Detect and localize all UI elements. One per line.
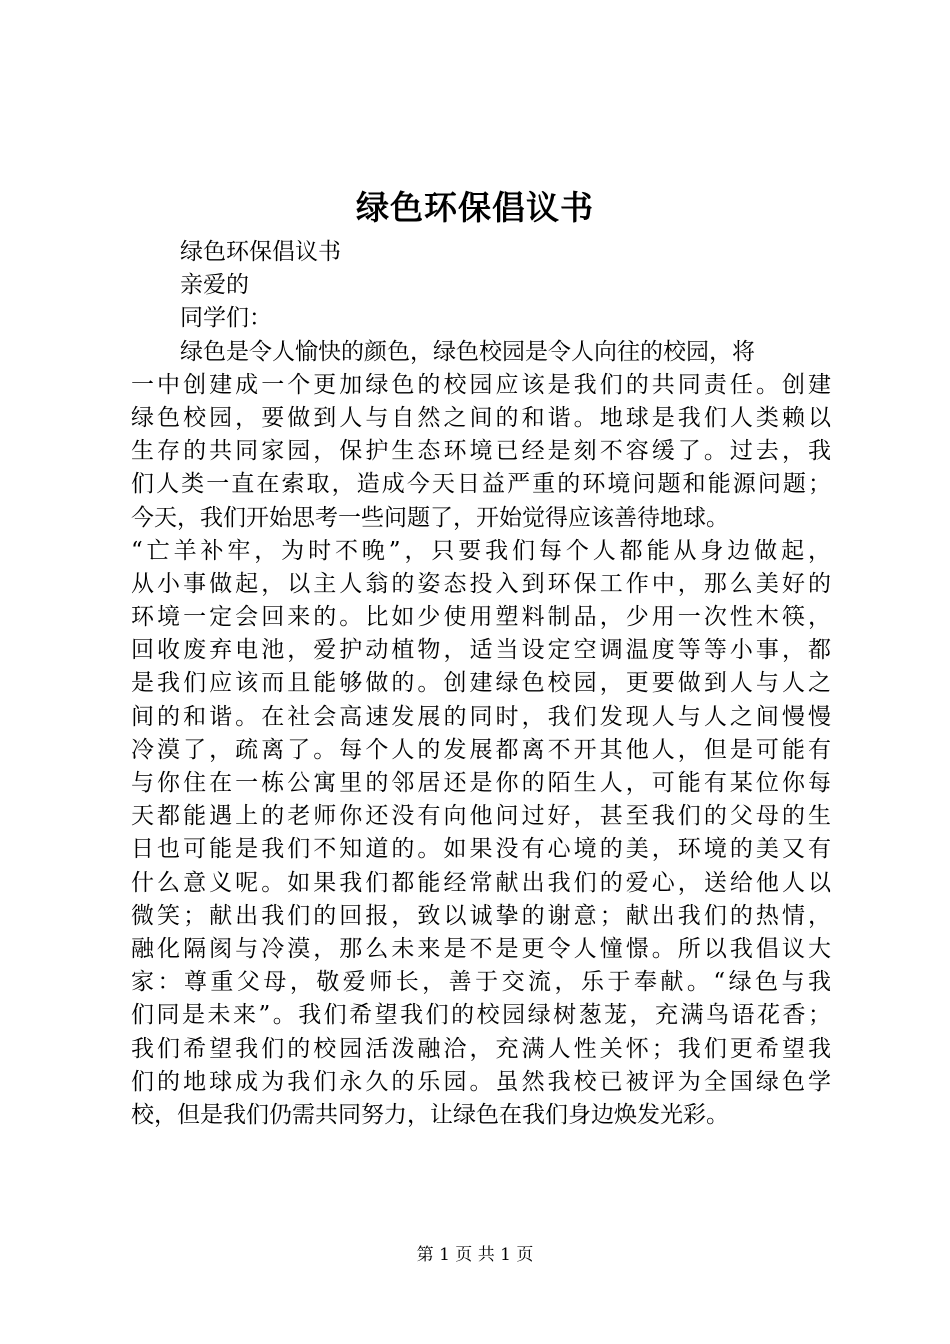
paragraph-line: 回收废弃电池，爱护动植物，适当设定空调温度等等小事，都 xyxy=(131,637,831,664)
paragraph-line: 们的地球成为我们永久的乐园。虽然我校已被评为全国绿色学 xyxy=(131,1068,831,1095)
paragraph-line: 们同是未来”。我们希望我们的校园绿树葱茏，充满鸟语花香； xyxy=(131,1002,831,1029)
paragraph-line: 绿色校园，要做到人与自然之间的和谐。地球是我们人类赖以 xyxy=(131,404,831,431)
paragraph-line: “亡羊补牢，为时不晚”，只要我们每个人都能从身边做起， xyxy=(131,537,831,564)
paragraph-line: 是我们应该而且能够做的。创建绿色校园，更要做到人与人之 xyxy=(131,670,831,697)
paragraph-line: 从小事做起，以主人翁的姿态投入到环保工作中，那么美好的 xyxy=(131,570,831,597)
paragraph-line: 校，但是我们仍需共同努力，让绿色在我们身边焕发光彩。 xyxy=(131,1101,729,1128)
paragraph-line: 日也可能是我们不知道的。如果没有心境的美，环境的美又有 xyxy=(131,836,831,863)
paragraph-line: 我们希望我们的校园活泼融洽，充满人性关怀；我们更希望我 xyxy=(131,1035,831,1062)
paragraph-line: 微笑；献出我们的回报，致以诚挚的谢意；献出我们的热情， xyxy=(131,902,831,929)
paragraph-line: 环境一定会回来的。比如少使用塑料制品，少用一次性木筷， xyxy=(131,604,831,631)
salutation-line-2: 同学们： xyxy=(180,305,272,332)
paragraph-line: 融化隔阂与冷漠，那么未来是不是更令人憧憬。所以我倡议大 xyxy=(131,935,831,962)
paragraph-line: 们人类一直在索取，造成今天日益严重的环境问题和能源问题； xyxy=(131,471,831,498)
document-body xyxy=(131,236,831,1132)
paragraph-line: 家：尊重父母，敬爱师长，善于交流，乐于奉献。“绿色与我 xyxy=(131,969,831,996)
document-title: 绿色环保倡议书 xyxy=(356,188,594,227)
paragraph-line: 天都能遇上的老师你还没有向他问过好，甚至我们的父母的生 xyxy=(131,803,831,830)
body-subtitle: 绿色环保倡议书 xyxy=(180,239,341,265)
paragraph-line: 间的和谐。在社会高速发展的同时，我们发现人与人之间慢慢 xyxy=(131,703,831,730)
paragraph-line: 冷漠了，疏离了。每个人的发展都离不开其他人，但是可能有 xyxy=(131,736,831,763)
paragraph-line: 什么意义呢。如果我们都能经常献出我们的爱心，送给他人以 xyxy=(131,869,831,896)
salutation-line-1: 亲爱的 xyxy=(180,272,249,299)
page-number-footer: 第 1 页 共 1 页 xyxy=(416,1245,534,1265)
paragraph-line: 绿色是令人愉快的颜色，绿色校园是令人向往的校园，将 xyxy=(180,338,755,365)
paragraph-line: 生存的共同家园，保护生态环境已经是刻不容缓了。过去，我 xyxy=(131,438,831,465)
paragraph-line: 今天，我们开始思考一些问题了，开始觉得应该善待地球。 xyxy=(131,504,729,531)
paragraph-line: 与你住在一栋公寓里的邻居还是你的陌生人，可能有某位你每 xyxy=(131,770,831,796)
paragraph-line: 一中创建成一个更加绿色的校园应该是我们的共同责任。创建 xyxy=(131,371,831,398)
